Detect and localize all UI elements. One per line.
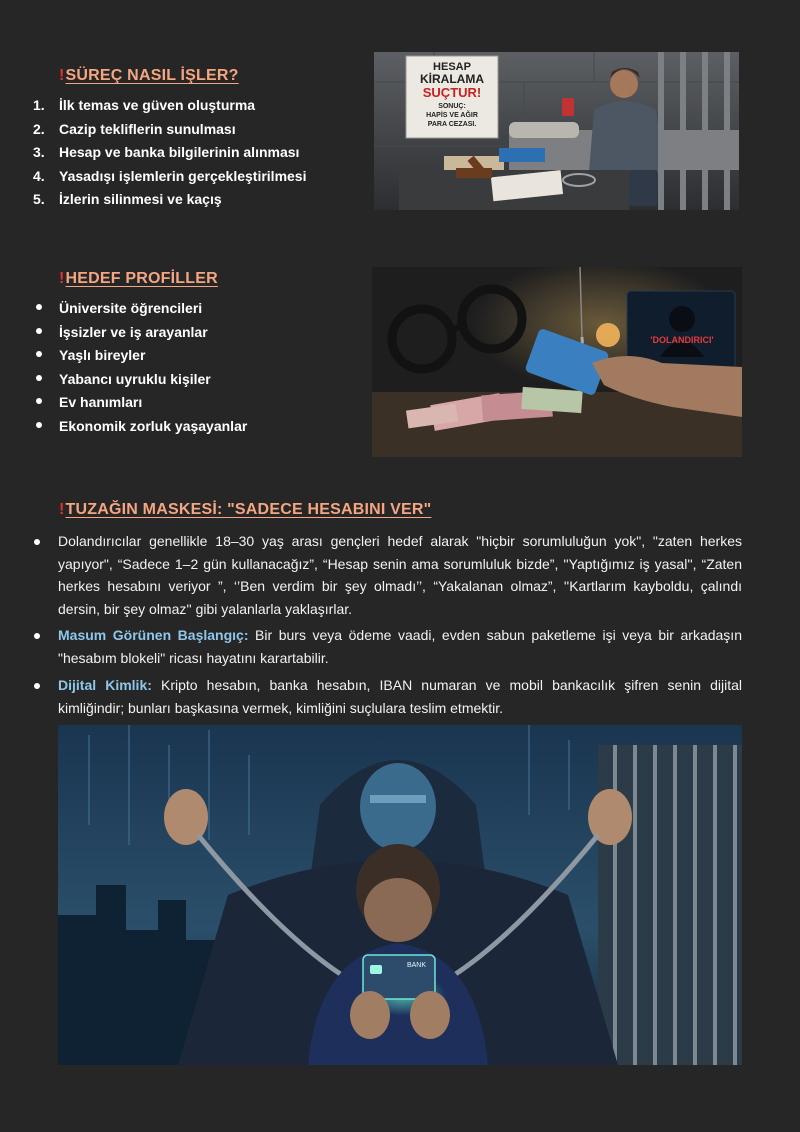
section3-heading [59, 501, 431, 519]
chained-youth-illustration [58, 725, 742, 1065]
list-item: İşsizler ve iş arayanlar [59, 323, 208, 340]
card-bank-text: BANK [406, 962, 426, 969]
target-profiles-list [33, 297, 247, 438]
laptop-screen-text: 'DOLANDIRICI' [650, 335, 714, 345]
list-item: Yaşlı bireyler [59, 347, 146, 363]
warning-mark: ! [59, 501, 65, 518]
list-item: Üniversite öğrencileri [59, 300, 203, 316]
list-item: Ekonomik zorluk yaşayanlar [59, 417, 248, 434]
list-item: 2. Cazip tekliflerin sunulması [33, 120, 236, 137]
list-item: Ev hanımları [59, 394, 143, 410]
prison-illustration [374, 52, 739, 210]
list-item: Yabancı uyruklu kişiler [59, 370, 211, 387]
paragraph-lies: Dolandırıcılar genellikle 18–30 yaş arası gençleri hedef alarak "hiçbir sorumluluğun yok", "zaten herkes yapıyor", “Sadece 1–2 gün kullanacağız”, “Hesap senin ama sorumluluk bizde”, ''Yaptığımız iş yasal'', “Zaten herkes hesabını veriyor ”, ‘’Ben verdim bir şey olmadı’’, “Yakalanan olmaz”, ''Kartlarım kayboldu, çalındı dersin, bir şey olmaz'' gibi yalanlarla yaklaşırlar. [58, 530, 742, 620]
section1-title: SÜREÇ NASIL İŞLER? [65, 67, 239, 84]
section2-heading [59, 270, 218, 288]
warning-mark: ! [59, 67, 65, 84]
list-item: 5. İzlerin silinmesi ve kaçış [33, 191, 222, 207]
sign-text-2: KİRALAMA [420, 72, 484, 86]
paragraph-innocent-start: Masum Görünen Başlangıç: Bir burs veya ödeme vaadi, evden sabun paketleme işi veya bir arkadaşın "hesabım blokeli" ricası hayatını karartabilir. [58, 624, 742, 669]
sign-text-5: HAPİS VE AĞIR [426, 112, 478, 119]
sign-text-1: HESAP [433, 61, 471, 73]
list-item: 4. Yasadışı işlemlerin gerçekleştirilmesi [33, 167, 307, 184]
section1-heading [59, 67, 239, 85]
paragraph-digital-identity: Dijital Kimlik: Kripto hesabın, banka hesabın, IBAN numaran ve mobil bankacılık şifren senin dijital kimliğindir; bunları başkasına vermek, kimliğini suçlulara teslim etmektir. [58, 674, 742, 719]
section3-title: TUZAĞIN MASKESİ: "SADECE HESABINI VER" [65, 501, 432, 518]
process-steps-list [33, 94, 306, 212]
digital-identity-label: Dijital Kimlik: [58, 677, 152, 693]
list-item: 1. İlk temas ve güven oluşturma [33, 97, 256, 113]
warning-mark: ! [59, 270, 65, 287]
sign-text-6: PARA CEZASI. [427, 121, 477, 128]
innocent-start-label: Masum Görünen Başlangıç: [58, 627, 249, 643]
sign-text-4: SONUÇ: [438, 103, 466, 110]
sign-text-3: SUÇTUR! [422, 85, 482, 100]
section2-title: HEDEF PROFİLLER [65, 270, 218, 287]
list-item: 3. Hesap ve banka bilgilerinin alınması [33, 144, 300, 160]
phishing-illustration [372, 267, 742, 457]
